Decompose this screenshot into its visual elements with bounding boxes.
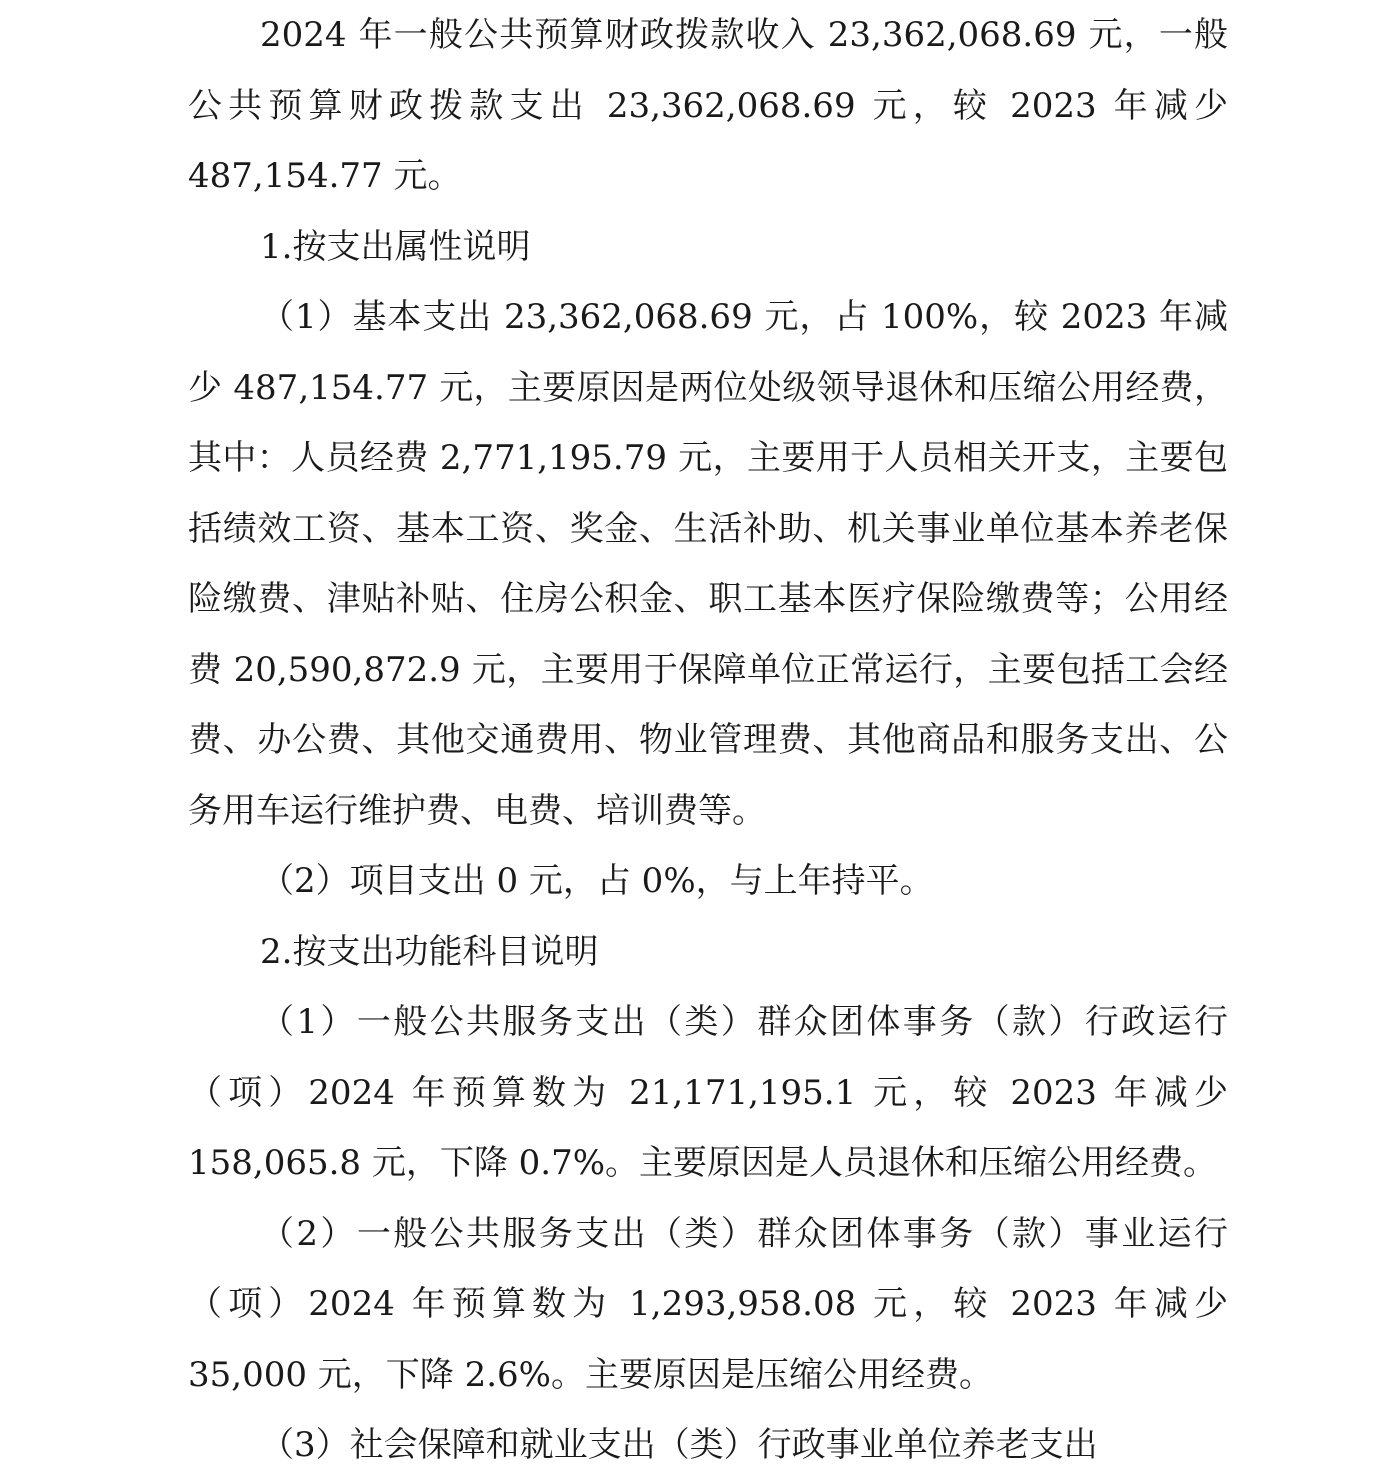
paragraph-project-expenditure: （2）项目支出 0 元，占 0%，与上年持平。 xyxy=(260,861,934,901)
paragraph-basic-expenditure: （1）基本支出 23,362,068.69 元，占 100%，较 2023 年减少 487,154.77 元，主要原因是两位处级领导退休和压缩公用经费，其中：人员经费 2,771,195.79 元，主要用于人员相关开支，主要包括绩效工资、基本工资、奖金、生活补助、机关事业单位基本养老保险缴费、津贴补贴、住房公积金、职工基本医疗保险缴费等；公用经费 20,590,872.9 元，主要用于保障单位正常运行，主要包括工会经费、办公费、其他交通费用、物业管理费、其他商品和服务支出、公务用车运行维护费、电费、培训费等。 xyxy=(188,297,1228,831)
heading-by-functional-subject: 2.按支出功能科目说明 xyxy=(260,931,599,972)
paragraph-social-security: （3）社会保障和就业支出（类）行政事业单位养老支出 xyxy=(260,1425,1098,1465)
heading-by-expense-attribute: 1.按支出属性说明 xyxy=(260,226,531,267)
paragraph-admin-operation: （1）一般公共服务支出（类）群众团体事务（款）行政运行（项）2024 年预算数为 21,171,195.1 元，较 2023 年减少 158,065.8 元，下降 0.7%。主要原因是人员退休和压缩公用经费。 xyxy=(188,1002,1228,1183)
document-page xyxy=(188,0,1228,1481)
paragraph-institution-operation: （2）一般公共服务支出（类）群众团体事务（款）事业运行（项）2024 年预算数为 1,293,958.08 元，较 2023 年减少 35,000 元，下降 2.6%。主要原因是压缩公用经费。 xyxy=(188,1213,1228,1395)
paragraph-budget-summary: 2024 年一般公共预算财政拨款收入 23,362,068.69 元，一般公共预算财政拨款支出 23,362,068.69 元，较 2023 年减少 487,154.77 元。 xyxy=(188,15,1228,196)
